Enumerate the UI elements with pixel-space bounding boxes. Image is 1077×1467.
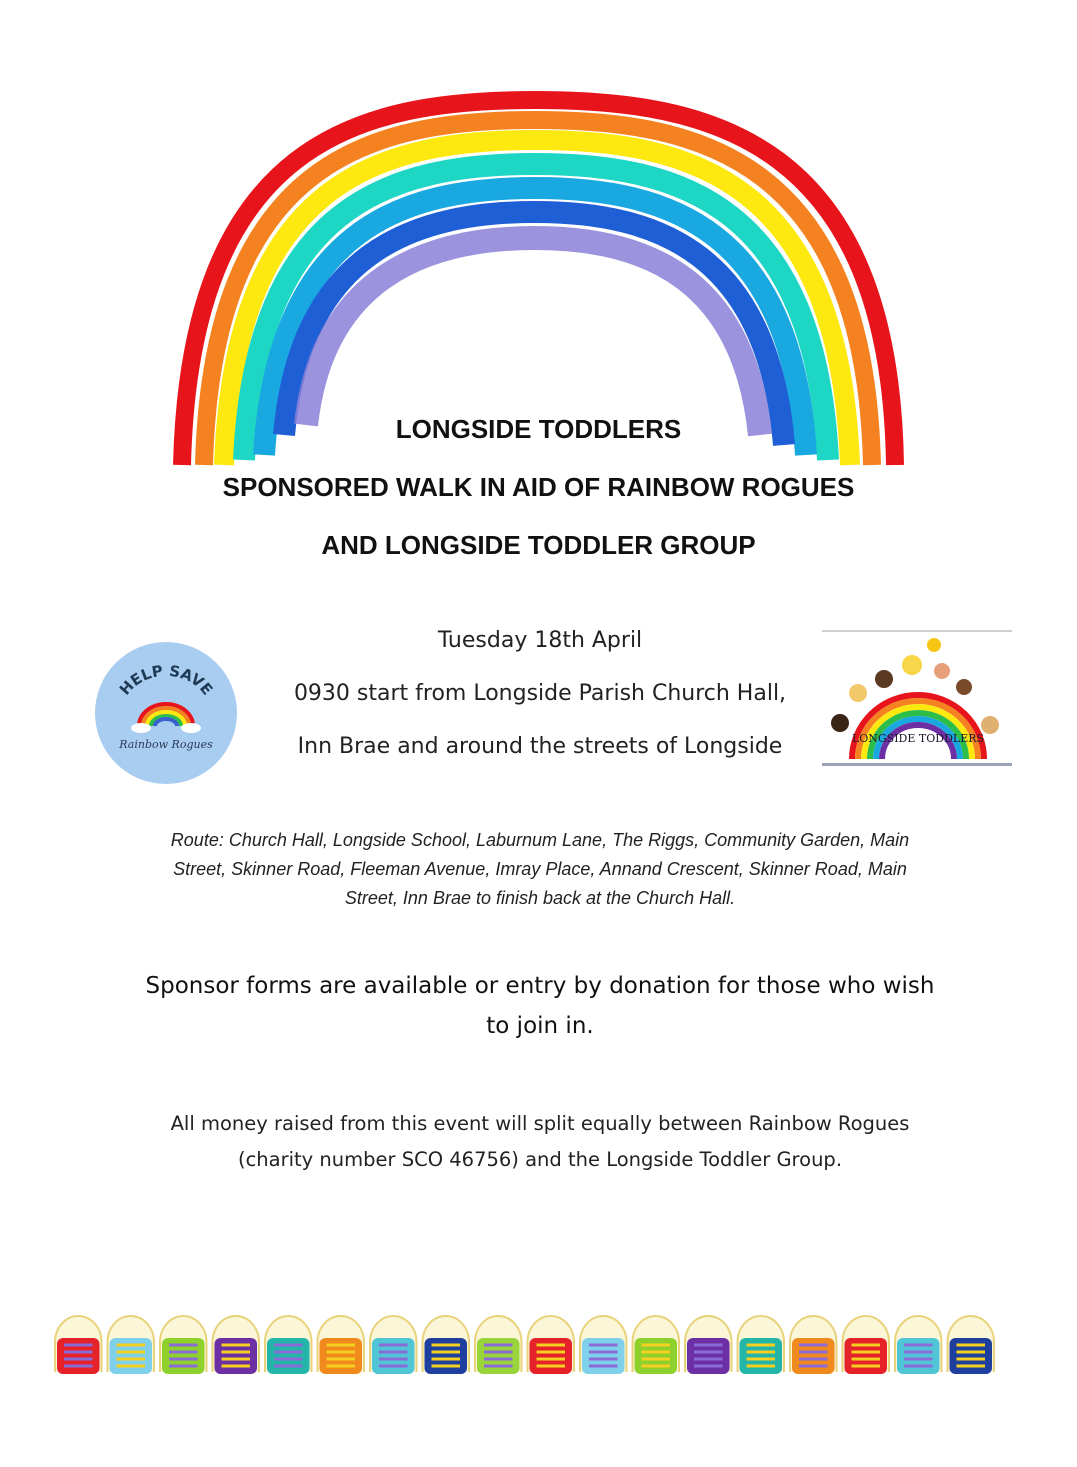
money-line-1: All money raised from this event will split equally between Rainbow Rogues [170, 1112, 910, 1135]
help-save-rainbow-rogues-logo [95, 642, 237, 784]
title-line-2: SPONSORED WALK IN AID OF RAINBOW ROGUES [222, 472, 855, 502]
sneakers-icon [52, 1312, 997, 1382]
event-date: Tuesday 18th April [437, 628, 643, 653]
sponsor-line-1: Sponsor forms are available or entry by donation for those who wish [145, 973, 935, 999]
title-line-3: AND LONGSIDE TODDLER GROUP [321, 530, 756, 560]
toddlers-rainbow-icon [822, 629, 1012, 767]
toddlers-logo-text: LONGSIDE TODDLERS [851, 732, 985, 745]
title-line-1: LONGSIDE TODDLERS [395, 414, 682, 444]
event-start: 0930 start from Longside Parish Church Hall, [293, 681, 787, 706]
sneaker-border-decoration [52, 1312, 997, 1382]
longside-toddlers-logo [822, 629, 1012, 767]
rainbow-logo-icon [95, 642, 237, 784]
logo-bottom-text: Rainbow Rogues [119, 738, 213, 751]
route-line-2: Street, Skinner Road, Fleeman Avenue, Imray Place, Annand Crescent, Skinner Road, Main [173, 859, 907, 879]
event-location: Inn Brae and around the streets of Longside [297, 734, 783, 759]
route-description [130, 826, 950, 913]
logo-top-text: HELP SAVE [115, 661, 217, 699]
money-info [110, 1106, 970, 1178]
route-line-1: Route: Church Hall, Longside School, Laburnum Lane, The Riggs, Community Garden, Main [170, 830, 910, 850]
svg-text:HELP SAVE [116, 662, 216, 699]
sponsor-info [110, 966, 970, 1046]
sponsor-line-2: to join in. [486, 1013, 594, 1039]
route-line-3: Street, Inn Brae to finish back at the Church Hall. [344, 888, 736, 908]
money-line-2: (charity number SCO 46756) and the Longside Toddler Group. [237, 1148, 843, 1171]
